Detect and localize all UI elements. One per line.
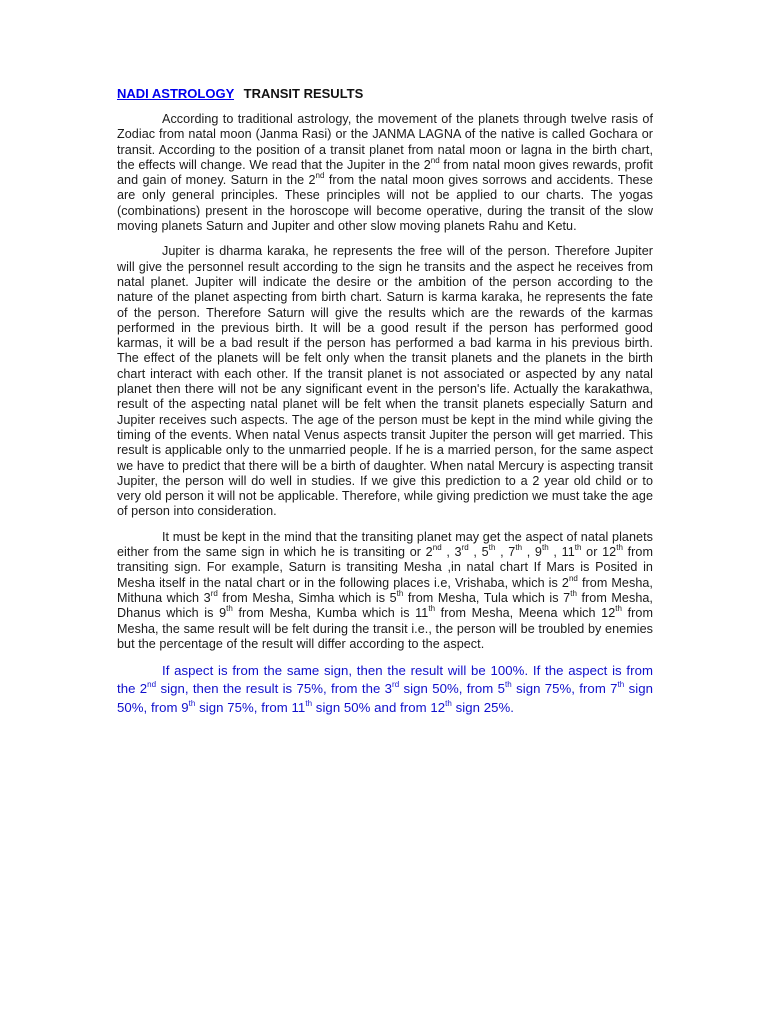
- text-run: from Mesha, Dhanus which is 9: [117, 590, 653, 621]
- ordinal-suffix: nd: [568, 573, 578, 583]
- ordinal-suffix: th: [505, 680, 512, 690]
- text-run: from Mesha, Meena which 12: [435, 606, 616, 621]
- text-run: , 3: [441, 545, 462, 560]
- ordinal-suffix: th: [445, 698, 452, 708]
- text-run: from transiting sign. For example, Saturn is transiting Mesha ,in natal chart If Mars is Posited in Mesha itself in the natal chart or in the following places i.e, Vrishaba, which is 2: [117, 545, 654, 590]
- text-run: It must be kept in the mind that the transiting planet may get the aspect of natal planets either from the same sign in which he is transiting or 2: [117, 529, 653, 560]
- ordinal-suffix: nd: [432, 543, 442, 553]
- text-run: sign 75%, from 7: [511, 681, 618, 697]
- ordinal-suffix: rd: [392, 680, 400, 690]
- ordinal-suffix: th: [488, 543, 496, 553]
- text-run: sign, then the result is 75%, from the 3: [156, 681, 393, 697]
- paragraph-aspects: [117, 530, 653, 652]
- text-run: sign 25%.: [451, 699, 514, 715]
- ordinal-suffix: nd: [430, 155, 440, 165]
- ordinal-suffix: th: [188, 698, 196, 708]
- text-run: from Mesha, the same result will be felt during the transit i.e., the person will be troubled by enemies but the percentage of the result will differ according to the aspect.: [117, 606, 654, 651]
- ordinal-suffix: th: [541, 543, 549, 553]
- text-run: Jupiter is dharma karaka, he represents the free will of the person. Therefore Jupiter will give the personnel result according to the sign he transits and the aspect he receives from natal planet. Jupiter will indicate the desire or the ambition of the person according to the nature of the planet aspecting from birth chart. Saturn is karma karaka, he represents the fate of the person. Therefore Saturn will give the results which are the rewards of the karmas performed in the previous birth. It will be a good result if the person has performed good karmas, it will be a bad result if the person has performed a bad karma in his previous birth. The effect of the planets will be felt only when the transit planets and the planets in the birth chart interact with each other. If the transit planet is not associated or aspected by any natal planet then there will not be any significant event in the person's life. Actually the karakathwa, result of the aspecting natal planet will be felt when the transit planets especially Saturn and Jupiter receives such aspects. The age of the person must be kept in the mind while giving the timing of the events. When natal Venus aspects transit Jupiter the person will get married. This result is applicable only to the unmarried people. If he is a married person, for the same aspect we have to predict that there will be a birth of daughter. When natal Mercury is aspecting transit Jupiter, the person will do well in studies. If we give this prediction to a 2 year old child or to very old person it will not be applicable. Therefore, while giving prediction we must take the age of person into consideration.: [117, 244, 653, 519]
- text-run: from Mesha, Kumba which is 11: [232, 606, 429, 621]
- text-run: , 7: [495, 545, 516, 560]
- text-run: sign 75%, from 11: [195, 699, 306, 715]
- text-run: or 12: [581, 545, 617, 560]
- ordinal-suffix: th: [305, 698, 313, 708]
- text-run: If aspect is from the same sign, then the result will be 100%. If the aspect is from the 2: [117, 663, 653, 697]
- text-run: from Mesha, Mithuna which 3: [117, 575, 653, 605]
- text-run: sign 50% and from 12: [312, 699, 446, 715]
- text-run: from Mesha, Simha which is 5: [217, 590, 397, 605]
- text-run: , 9: [522, 545, 542, 560]
- ordinal-suffix: th: [574, 543, 582, 553]
- ordinal-suffix: th: [396, 588, 404, 598]
- title-text: TRANSIT RESULTS: [243, 86, 364, 101]
- ordinal-suffix: th: [616, 543, 623, 553]
- ordinal-suffix: th: [515, 543, 523, 553]
- ordinal-suffix: nd: [315, 171, 325, 181]
- paragraph-intro: [117, 112, 653, 234]
- ordinal-suffix: rd: [210, 588, 218, 598]
- text-run: from natal moon gives rewards, profit and gain of money. Saturn in the 2: [117, 157, 653, 188]
- ordinal-suffix: nd: [147, 680, 157, 690]
- text-run: from the natal moon gives sorrows and accidents. These are only general principles. These principles will not be applied to our charts. The yogas (combinations) present in the horoscope will become operative, during the transit of the slow moving planets Saturn and Jupiter and other slow moving planets Rahu and Ketu.: [117, 173, 653, 234]
- ordinal-suffix: th: [428, 604, 436, 614]
- text-run: sign 50%, from 5: [399, 681, 505, 697]
- text-run: According to traditional astrology, the movement of the planets through twelve rasis of Zodiac from natal moon (Janma Rasi) or the JANMA LAGNA of the native is called Gochara or transit. According to the position of a transit planet from natal moon or lagna in the birth chart, the effects will change. We read that the Jupiter in the 2: [117, 112, 653, 172]
- ordinal-suffix: rd: [461, 543, 469, 553]
- ordinal-suffix: th: [570, 588, 577, 598]
- ordinal-suffix: th: [615, 604, 623, 614]
- nadi-astrology-link[interactable]: NADI ASTROLOGY: [117, 86, 235, 101]
- text-run: , 5: [468, 545, 489, 560]
- paragraph-jupiter-saturn: [117, 244, 653, 519]
- ordinal-suffix: th: [226, 604, 233, 614]
- ordinal-suffix: th: [617, 680, 625, 690]
- text-run: , 11: [548, 545, 575, 560]
- document-title: [117, 86, 653, 102]
- paragraph-aspect-percentages: [117, 662, 653, 717]
- text-run: sign 50%, from 9: [117, 681, 653, 715]
- text-run: from Mesha, Tula which is 7: [403, 590, 571, 605]
